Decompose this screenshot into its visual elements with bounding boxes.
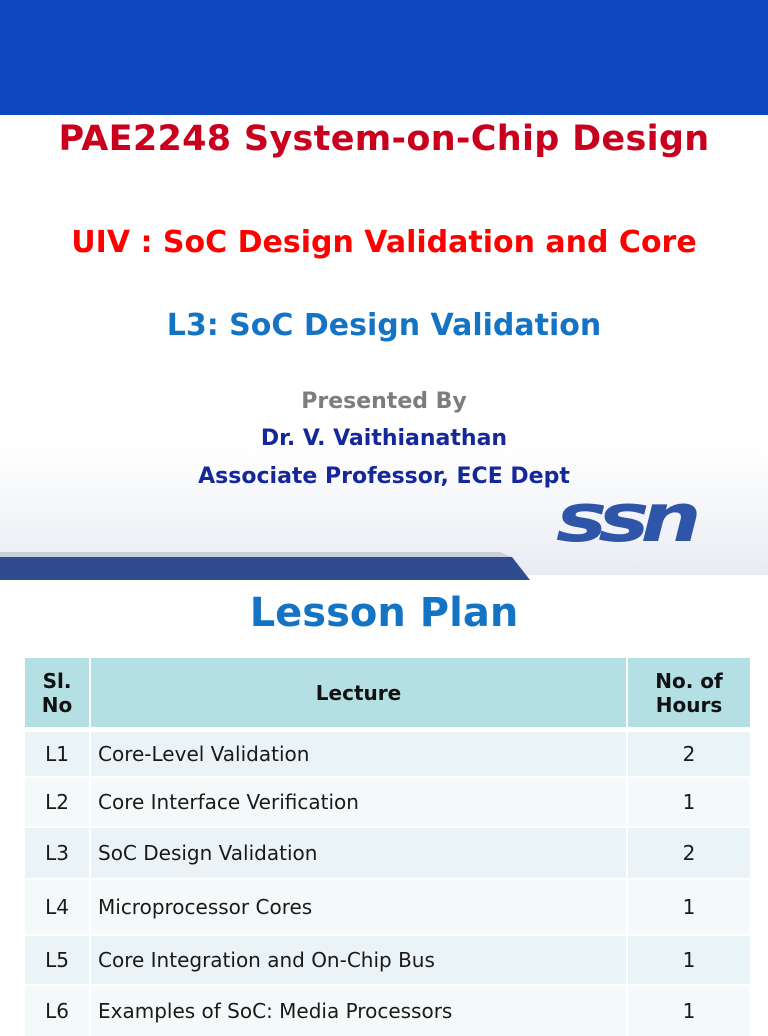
cell-hours: 1 [628,934,750,984]
presenter-name: Dr. V. Vaithianathan [260,426,508,451]
title-slide [0,115,768,575]
column-header-lecture [91,658,628,727]
cell-number: L6 [25,984,91,1036]
cell-number: L4 [25,878,91,934]
header-label: Sl. No [41,668,73,717]
column-header-sl-no [25,658,91,727]
cell-lecture: Core Integration and On-Chip Bus [91,934,628,984]
presenter-role: Associate Professor, ECE Dept [198,464,570,489]
cell-number: L1 [25,727,91,776]
header-label: No. of Hours [655,668,723,717]
table-row [25,776,750,826]
cell-hours: 2 [628,727,750,776]
header-label: Lecture [315,680,402,705]
cell-number: L3 [25,826,91,878]
lesson-plan-heading: Lesson Plan [249,590,519,636]
ssn-logo: ssn [556,479,693,558]
cell-lecture: Microprocessor Cores [91,878,628,934]
table-header-row [25,658,750,727]
lesson-plan-table [25,658,750,1036]
table-row [25,727,750,776]
cell-hours: 1 [628,776,750,826]
cell-hours: 1 [628,878,750,934]
course-title: PAE2248 System-on-Chip Design [58,119,710,159]
presented-by-label: Presented By [301,389,467,414]
unit-title: UIV : SoC Design Validation and Core [71,225,697,260]
cell-lecture: Core Interface Verification [91,776,628,826]
cell-number: L2 [25,776,91,826]
table-row [25,984,750,1036]
cell-lecture: Core-Level Validation [91,727,628,776]
table-row [25,878,750,934]
slide-bottom-bar [0,552,768,580]
cell-number: L5 [25,934,91,984]
cell-lecture: SoC Design Validation [91,826,628,878]
table-row [25,934,750,984]
column-header-hours [628,658,750,727]
table-row [25,826,750,878]
cell-hours: 1 [628,984,750,1036]
lecture-title: L3: SoC Design Validation [166,308,602,343]
cell-lecture: Examples of SoC: Media Processors [91,984,628,1036]
cell-hours: 2 [628,826,750,878]
top-header-band [0,0,768,115]
